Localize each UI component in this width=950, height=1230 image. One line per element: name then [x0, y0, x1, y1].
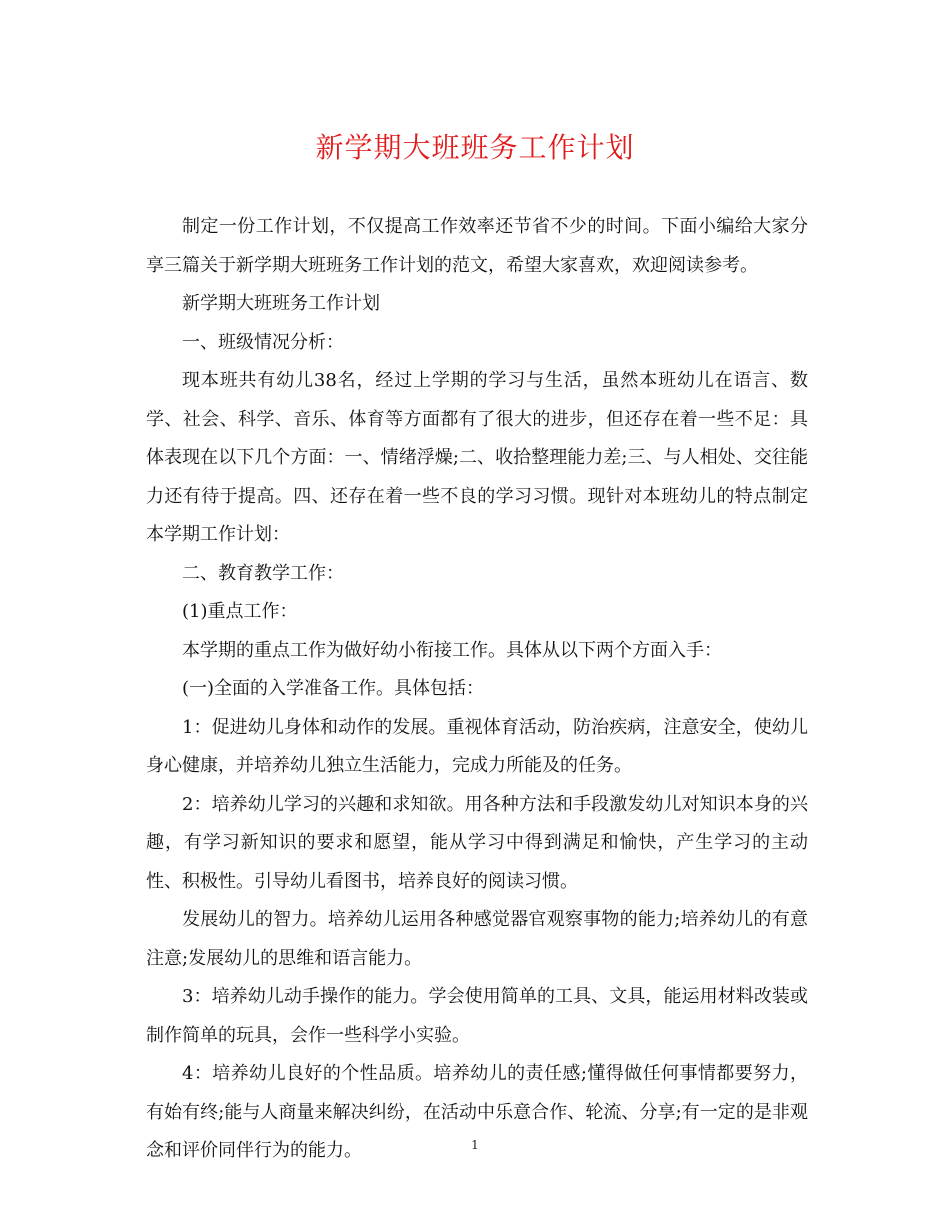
paragraph-item-2: 2：培养幼儿学习的兴趣和求知欲。用各种方法和手段激发幼儿对知识本身的兴趣，有学习新知识的要求和愿望，能从学习中得到满足和愉快，产生学习的主动性、积极性。引导幼儿看图书，培养良好的阅读习惯。: [146, 793, 808, 892]
paragraph-intelligence: 发展幼儿的智力。培养幼儿运用各种感觉器官观察事物的能力;培养幼儿的有意注意;发展幼儿的思维和语言能力。: [146, 909, 808, 969]
document-title: 新学期大班班务工作计划: [315, 131, 635, 164]
paragraph-section-2-heading: 二、教育教学工作：: [182, 562, 344, 584]
paragraph-preparation-heading: (一)全面的入学准备工作。具体包括：: [182, 678, 485, 699]
paragraph-item-4: 4：培养幼儿良好的个性品质。培养幼儿的责任感;懂得做任何事情都要努力，有始有终;能与人商量来解决纠纷，在活动中乐意合作、轮流、分享;有一定的是非观念和评价同伴行为的能力。: [146, 1063, 808, 1161]
paragraph-class-analysis: 现本班共有幼儿38名，经过上学期的学习与生活，虽然本班幼儿在语言、数学、社会、科学、音乐、体育等方面都有了很大的进步，但还存在着一些不足：具体表现在以下几个方面：一、情绪浮燥;二、收拾整理能力差;三、与人相处、交往能力还有待于提高。四、还存在着一些不良的学习习惯。现针对本班幼儿的特点制定本学期工作计划：: [146, 370, 809, 545]
paragraph-subtitle: 新学期大班班务工作计划: [182, 293, 380, 314]
paragraph-intro: 制定一份工作计划，不仅提高工作效率还节省不少的时间。下面小编给大家分享三篇关于新学期大班班务工作计划的范文，希望大家喜欢，欢迎阅读参考。: [146, 216, 808, 276]
paragraph-item-3: 3：培养幼儿动手操作的能力。学会使用简单的工具、文具，能运用材料改装或制作简单的玩具，会作一些科学小实验。: [146, 986, 808, 1046]
page-number: 1: [471, 1138, 479, 1152]
paragraph-key-work-heading: (1)重点工作：: [182, 601, 298, 622]
paragraph-section-1-heading: 一、班级情况分析：: [182, 331, 344, 353]
paragraph-item-1: 1：促进幼儿身体和动作的发展。重视体育活动，防治疾病，注意安全，使幼儿身心健康，并培养幼儿独立生活能力，完成力所能及的任务。: [146, 716, 808, 776]
paragraph-key-work-focus: 本学期的重点工作为做好幼小衔接工作。具体从以下两个方面入手：: [182, 639, 722, 661]
document-body: [146, 208, 808, 1171]
